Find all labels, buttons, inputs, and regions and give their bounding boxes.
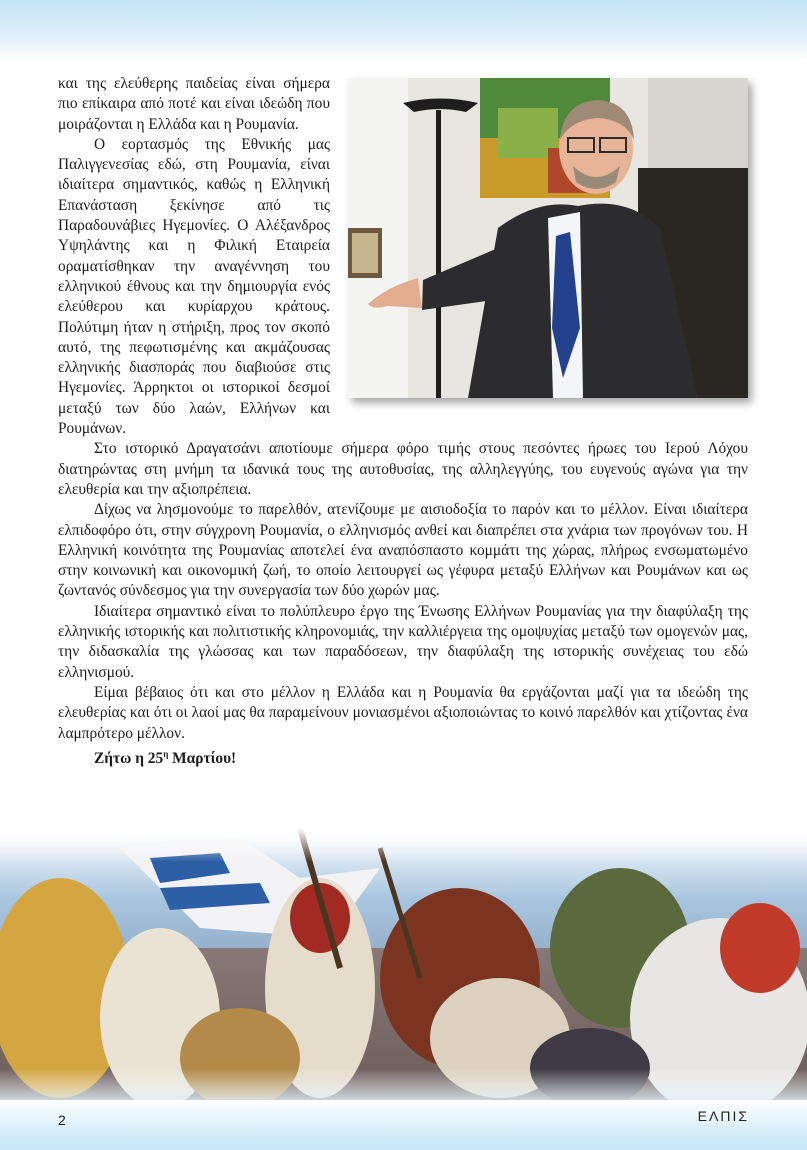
ambassador-photo [348, 78, 748, 398]
revolution-painting [0, 828, 807, 1108]
closing-text-end: Μαρτίου! [168, 749, 237, 767]
closing-salutation [58, 744, 748, 769]
article-paragraph: Είμαι βέβαιος ότι και στο μέλλον η Ελλάδα και η Ρουμανία θα εργάζονται μαζί για τα ιδεώδη της ελευθερίας και ότι οι λαοί μας θα παραμείνουν μονιασμένοι αξιοποιώντας το κοινό παρελθόν και χτίζοντας ένα λαμπρότερο μέλλον. [58, 683, 748, 742]
article-paragraph: Δίχως να λησμονούμε το παρελθόν, ατενίζουμε με αισιοδοξία το παρόν και το μέλλον. Είναι ιδιαίτερα ελπιδοφόρο ότι, στην σύγχρονη Ρουμανία, ο ελληνισμός ανθεί και διαπρέπει στα χνάρια των προγόνων του. Η Ελληνική κοινότητα της Ρουμανίας αποτελεί ένα αναπόσπαστο κομμάτι της χώρας, πλήρως ενσωματωμένο στην κοινωνική και οικονομική ζωή, το οποίο λειτουργεί ως γέφυρα μεταξύ Ελλήνων και Ρουμάνων και ως ζωντανός σύνδεσμος για την συνεργασία των δύο χωρών μας. [58, 501, 748, 600]
article-paragraph: Στο ιστορικό Δραγατσάνι αποτίουμε σήμερα φόρο τιμής στους πεσόντες ήρωες του Ιερού Λόχου διατηρώντας στη μνήμη τα ιδανικά τους της αυτοθυσίας, της αλληλεγγύης, του ευγενούς αγώνα για την ελευθερία και την αξιοπρέπεια. [58, 440, 748, 498]
page-number: 2 [58, 1112, 66, 1128]
magazine-name: ΕΛΠΙΣ [697, 1108, 749, 1124]
top-decorative-band [0, 0, 807, 60]
article-paragraph: Ο εορτασμός της Εθνικής μας Παλιγγενεσίας εδώ, στη Ρουμανία, είναι ιδιαίτερα σημαντικός, καθώς η Ελληνική Επανάσταση ξεκίνησε από τις Παραδουνάβιες Ηγεμονίες. Ο Αλέξανδρος Υψηλάντης και η Φιλική Εταιρεία οραματίσθηκαν την αναγέννηση του ελληνικού έθνους και την δημιουργία ενός ελεύθερου και κυρίαρχου κράτους. Πολύτιμη ήταν η στήριξη, προς τον σκοπό αυτό, της πεφωτισμένης και ακμάζουσας ελληνικής διασποράς που διαβιούσε στις Ηγεμονίες. Άρρηκτοι οι ιστορικοί δεσμοί μεταξύ των δύο λαών, Ελλήνων και Ρουμάνων. [58, 135, 330, 438]
closing-superscript: η [163, 748, 169, 759]
bottom-decorative-band [0, 1100, 807, 1150]
article-paragraph: Ιδιαίτερα σημαντικό είναι το πολύπλευρο έργο της Ένωσης Ελλήνων Ρουμανίας για την διαφύλαξη της ελληνικής ιστορικής και πολιτιστικής κληρονομιάς, την καλλιέργεια της ομοψυχίας μεταξύ των ομογενών μας, την διδασκαλία της γλώσσας και των παραδόσεων, την διαφύλαξη της ιστορικής συνέχειας του εδώ ελληνισμού. [58, 602, 748, 681]
article-body [58, 74, 748, 769]
closing-text-start: Ζήτω η 25 [94, 749, 164, 767]
article-paragraph: και της ελεύθερης παιδείας είναι σήμερα πιο επίκαιρα από ποτέ και είναι ιδεώδη που μοιράζονται η Ελλάδα και η Ρουμανία. [58, 75, 330, 133]
